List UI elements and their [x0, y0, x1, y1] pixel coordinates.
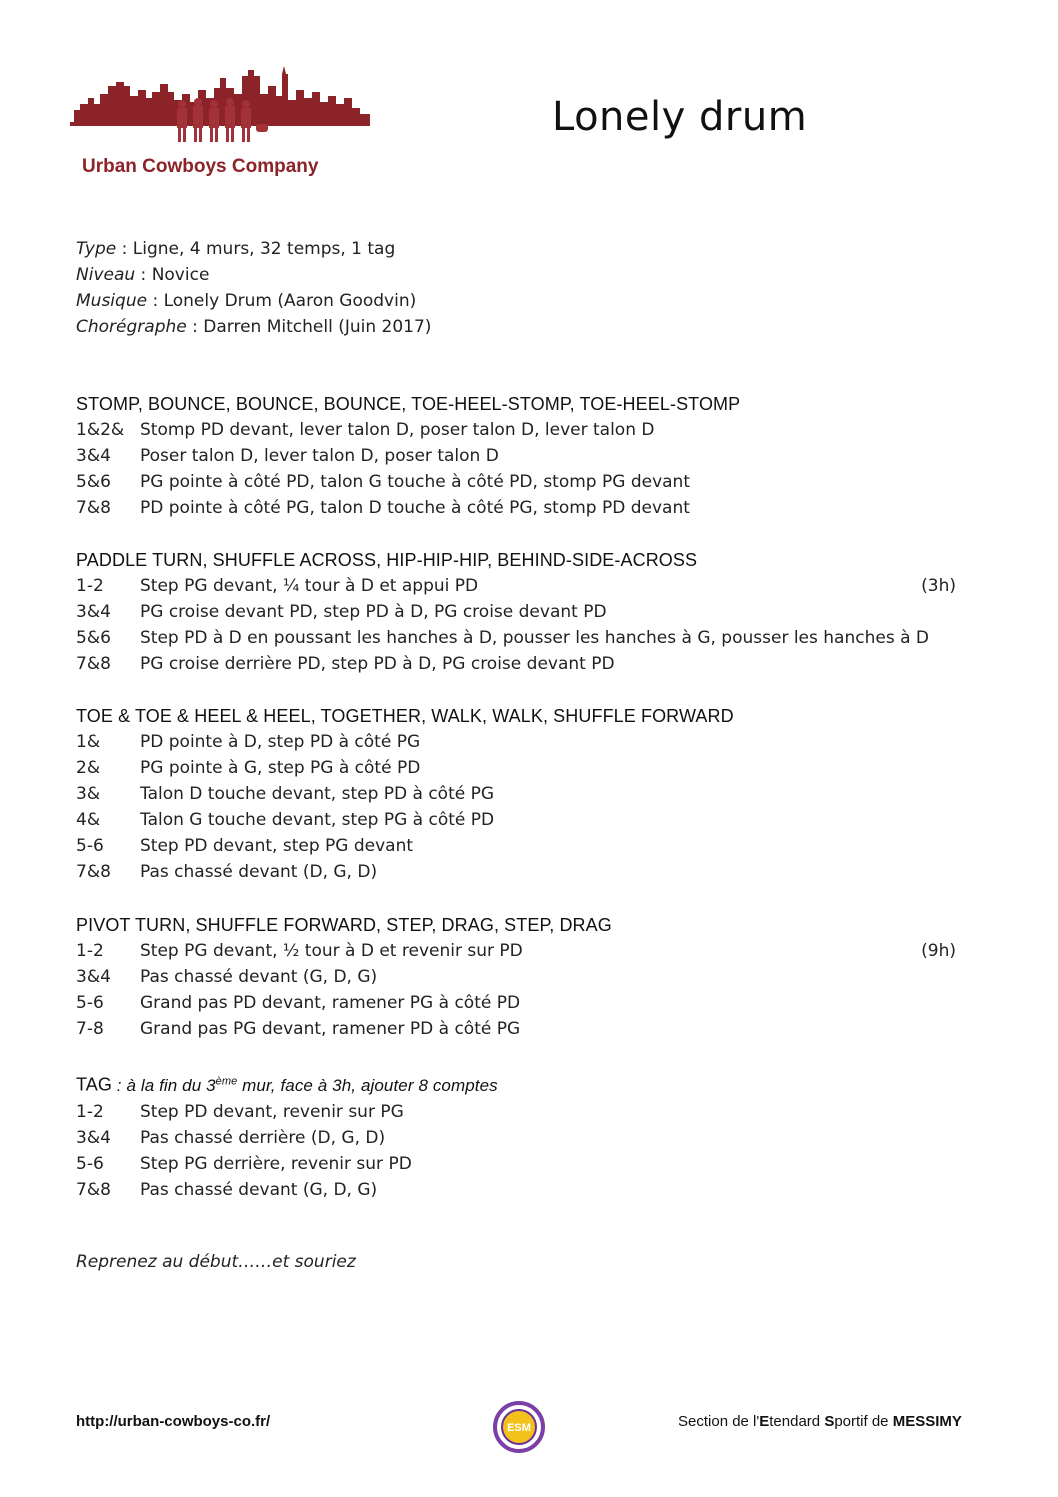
info-type: Type : Ligne, 4 murs, 32 temps, 1 tag [76, 239, 396, 259]
tag-title: TAG : à la fin du 3ème mur, face à 3h, ajouter 8 comptes [76, 1074, 498, 1095]
step-row: 7-8 Grand pas PG devant, ramener PD à côté PG [76, 1019, 521, 1039]
tag-note: : à la fin du 3ème mur, face à 3h, ajouter 8 comptes [111, 1075, 498, 1095]
company-name: Urban Cowboys Company [82, 156, 319, 177]
step-row: 1-2 Step PD devant, revenir sur PG [76, 1101, 404, 1122]
info-music: Musique : Lonely Drum (Aaron Goodvin) [76, 291, 417, 311]
step-row: 5-6 Step PG derrière, revenir sur PD [76, 1153, 412, 1174]
step-row: 4& Talon G touche devant, step PG à côté PD [76, 810, 495, 830]
esm-badge-icon [492, 1400, 546, 1454]
step-row: 7&8 PG croise derrière PD, step PD à D, PG croise devant PD [76, 654, 615, 674]
section-2 [76, 547, 956, 677]
info-choreographer: Chorégraphe : Darren Mitchell (Juin 2017) [76, 317, 432, 337]
step-row: 1-2 Step PG devant, ½ tour à D et revenir sur PD (9h) [76, 941, 956, 961]
step-row: 7&8 PD pointe à côté PG, talon D touche à côté PG, stomp PD devant [76, 498, 690, 518]
step-row: 2& PG pointe à G, step PG à côté PD [76, 758, 421, 778]
footer-section-text: Section de l'Etendard Sportif de MESSIMY [678, 1413, 962, 1430]
step-row: 5&6 Step PD à D en poussant les hanches à D, pousser les hanches à G, pousser les hanches à D [76, 628, 929, 648]
section-title: PADDLE TURN, SHUFFLE ACROSS, HIP-HIP-HIP, BEHIND-SIDE-ACROSS [76, 550, 698, 570]
step-row: 3&4 Pas chassé derrière (D, G, D) [76, 1127, 386, 1148]
step-row: 5-6 Grand pas PD devant, ramener PG à côté PD [76, 993, 521, 1013]
esm-label: ESM [507, 1422, 531, 1434]
dance-info [76, 236, 431, 340]
step-row: 1& PD pointe à D, step PD à côté PG [76, 732, 421, 752]
step-row: 3& Talon D touche devant, step PD à côté PG [76, 784, 495, 804]
section-1 [76, 391, 956, 521]
footer-url[interactable]: http://urban-cowboys-co.fr/ [76, 1413, 271, 1430]
step-row: 1-2 Step PG devant, ¼ tour à D et appui PD (3h) [76, 576, 956, 596]
step-row: 5-6 Step PD devant, step PG devant [76, 836, 414, 856]
closing-note: Reprenez au début……et souriez [76, 1252, 356, 1272]
section-title: TOE & TOE & HEEL & HEEL, TOGETHER, WALK, WALK, SHUFFLE FORWARD [76, 706, 734, 726]
tag-section [76, 1068, 956, 1203]
step-row: 3&4 PG croise devant PD, step PD à D, PG croise devant PD [76, 602, 607, 622]
section-4 [76, 912, 956, 1042]
info-level: Niveau : Novice [76, 265, 210, 285]
esm-logo [492, 1400, 546, 1454]
section-title: STOMP, BOUNCE, BOUNCE, BOUNCE, TOE-HEEL-STOMP, TOE-HEEL-STOMP [76, 394, 741, 414]
step-row: 1&2& Stomp PD devant, lever talon D, poser talon D, lever talon D [76, 420, 655, 440]
step-row: 5&6 PG pointe à côté PD, talon G touche à côté PD, stomp PG devant [76, 472, 691, 492]
section-3 [76, 703, 956, 885]
dance-title: Lonely drum [552, 94, 808, 140]
skyline-icon [70, 64, 370, 154]
step-row: 3&4 Pas chassé devant (G, D, G) [76, 967, 378, 987]
step-row: 7&8 Pas chassé devant (G, D, G) [76, 1179, 378, 1200]
section-title: PIVOT TURN, SHUFFLE FORWARD, STEP, DRAG, STEP, DRAG [76, 915, 612, 935]
step-row: 3&4 Poser talon D, lever talon D, poser talon D [76, 446, 499, 466]
step-row: 7&8 Pas chassé devant (D, G, D) [76, 862, 378, 882]
